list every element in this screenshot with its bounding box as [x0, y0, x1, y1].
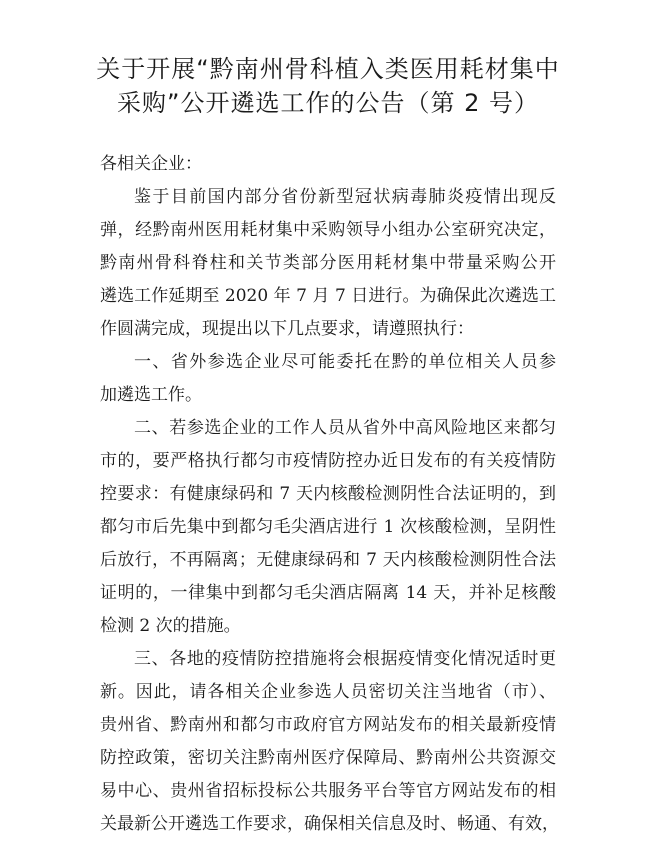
body-line: 市的，要严格执行都匀市疫情防控办近日发布的有关疫情防 — [100, 451, 556, 471]
body-line: 检测 2 次的措施。 — [100, 616, 241, 636]
body-line: 一、省外参选企业尽可能委托在黔的单位相关人员参 — [134, 352, 556, 372]
body-line: 作圆满完成，现提出以下几点要求，请遵照执行： — [100, 319, 474, 339]
body-line: 贵州省、黔南州和都匀市政府官方网站发布的相关最新疫情 — [100, 715, 556, 735]
body-line: 证明的，一律集中到都匀毛尖酒店隔离 14 天，并补足核酸 — [100, 583, 556, 603]
body-line: 三、各地的疫情防控措施将会根据疫情变化情况适时更 — [134, 649, 556, 669]
body-line: 防控政策，密切关注黔南州医疗保障局、黔南州公共资源交 — [100, 748, 556, 768]
body-line: 鉴于目前国内部分省份新型冠状病毒肺炎疫情出现反 — [134, 187, 556, 207]
document-title-line-2: 采购”公开遴选工作的公告（第 2 号） — [117, 89, 539, 117]
body-line: 黔南州骨科脊柱和关节类部分医用耗材集中带量采购公开 — [100, 253, 556, 273]
salutation: 各相关企业： — [100, 154, 202, 174]
body-line: 遴选工作延期至 2020 年 7 月 7 日进行。为确保此次遴选工 — [100, 286, 556, 306]
body-line: 新。因此，请各相关企业参选人员密切关注当地省（市）、 — [100, 682, 556, 702]
document-title-line-1: 关于开展“黔南州骨科植入类医用耗材集中 — [96, 55, 560, 83]
body-line: 都匀市后先集中到都匀毛尖酒店进行 1 次核酸检测，呈阴性 — [100, 517, 556, 537]
body-line: 控要求：有健康绿码和 7 天内核酸检测阴性合法证明的，到 — [100, 484, 556, 504]
body-line: 二、若参选企业的工作人员从省外中高风险地区来都匀 — [134, 418, 556, 438]
body-line: 关最新公开遴选工作要求，确保相关信息及时、畅通、有效， — [100, 814, 559, 834]
body-line: 后放行，不再隔离；无健康绿码和 7 天内核酸检测阴性合法 — [100, 550, 556, 570]
body-line: 弹，经黔南州医用耗材集中采购领导小组办公室研究决定， — [100, 220, 556, 240]
body-line: 易中心、贵州省招标投标公共服务平台等官方网站发布的相 — [100, 781, 556, 801]
body-line: 加遴选工作。 — [100, 385, 202, 405]
